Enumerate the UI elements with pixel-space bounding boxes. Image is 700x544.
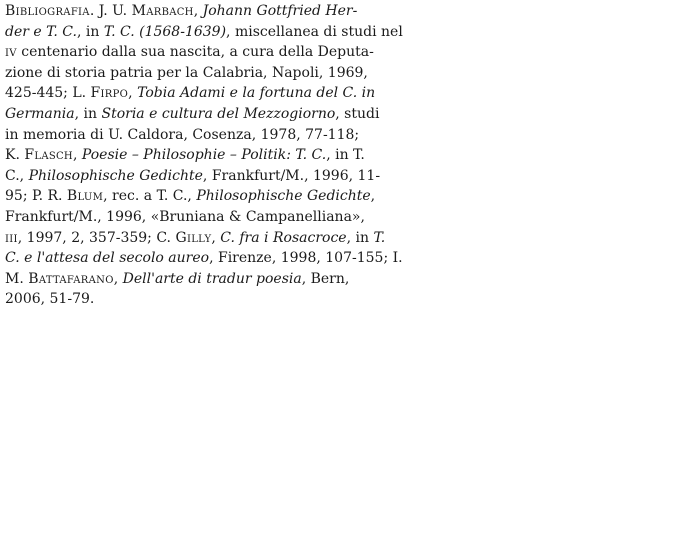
title-text: Storia e cultura del Mezzogiorno (101, 105, 336, 122)
author-name-text: Blum (66, 188, 104, 205)
citation-text: K. (5, 147, 25, 164)
citation-text: , miscellanea di studi nel (226, 23, 403, 40)
title-text: Germania (5, 105, 75, 122)
citation-text: , Frankfurt/M., 1996, 11- (202, 167, 381, 184)
title-text: C. fra i Rosacroce (220, 229, 347, 246)
bibliography-line (5, 1, 358, 22)
citation-text: , studi (335, 105, 380, 122)
title-text: Tobia Adami e la fortuna del C. in (137, 85, 376, 102)
author-name-text: Flasch (24, 147, 73, 164)
title-text: Philosophische Gedichte (28, 167, 203, 184)
title-text: T. (373, 229, 386, 246)
title-text: der e T. C. (5, 23, 77, 40)
title-text: Poesie – Philosophie – Politik: T. C. (81, 147, 327, 164)
citation-text: , in (74, 105, 102, 122)
bibliography-line (5, 83, 376, 104)
bibliography-line (5, 145, 365, 166)
citation-text: zione di storia patria per la Calabria, Napoli, 1969, (5, 64, 368, 81)
citation-text: , (211, 229, 221, 246)
citation-text: , in (346, 229, 374, 246)
citation-text: . J. U. (89, 3, 132, 19)
citation-text: , in T. (326, 147, 365, 164)
citation-text: , (113, 270, 123, 287)
title-text: C. e l'attesa del secolo aureo (5, 250, 210, 267)
citation-text: , (128, 85, 138, 102)
citation-text: centenario dalla sua nascita, a cura della Deputa- (16, 44, 374, 61)
citation-text: 2006, 51-79. (5, 291, 95, 308)
author-name-text: iv (5, 44, 17, 61)
bibliography-line (5, 22, 403, 43)
bibliography-line (5, 248, 403, 269)
citation-text: , (370, 188, 376, 205)
bibliography-line (5, 104, 380, 125)
bibliography-line (5, 166, 381, 187)
bibliography-paragraph (5, 1, 403, 310)
author-name-text: Marbach (131, 3, 194, 19)
citation-text: , Firenze, 1998, 107-155; I. (209, 250, 403, 267)
citation-text: , rec. a T. C., (103, 188, 197, 205)
author-name-text: Bibliografia (5, 3, 90, 19)
author-name-text: Battafarano (28, 270, 114, 287)
citation-text: , in (76, 23, 104, 40)
title-text: Philosophische Gedichte (196, 188, 371, 205)
bibliography-line (5, 186, 376, 207)
citation-text: 425-445; L. (5, 85, 91, 102)
author-name-text: Firpo (90, 85, 129, 102)
title-text: Dell'arte di tradur poesia (122, 270, 302, 287)
bibliography-line (5, 42, 374, 63)
citation-text: , (72, 147, 82, 164)
citation-text: C., (5, 167, 29, 184)
title-text: T. C. (1568-1639) (103, 23, 227, 40)
title-text: Johann Gottfried Her- (202, 3, 358, 19)
author-name-text: iii (5, 229, 18, 246)
bibliography-line (5, 207, 365, 228)
citation-text: M. (5, 270, 29, 287)
citation-text: Frankfurt/M., 1996, «Bruniana & Campanelliana», (5, 208, 365, 225)
citation-text: 95; P. R. (5, 188, 67, 205)
citation-text: in memoria di U. Caldora, Cosenza, 1978, 77-118; (5, 126, 360, 143)
citation-text: , Bern, (301, 270, 350, 287)
citation-text: , 1997, 2, 357-359; C. (17, 229, 176, 246)
bibliography-line (5, 289, 345, 310)
citation-text: , (193, 3, 203, 19)
bibliography-line (5, 125, 360, 146)
bibliography-line (5, 228, 386, 249)
bibliography-line (5, 269, 350, 290)
bibliography-line (5, 63, 368, 84)
author-name-text: Gilly (175, 229, 212, 246)
